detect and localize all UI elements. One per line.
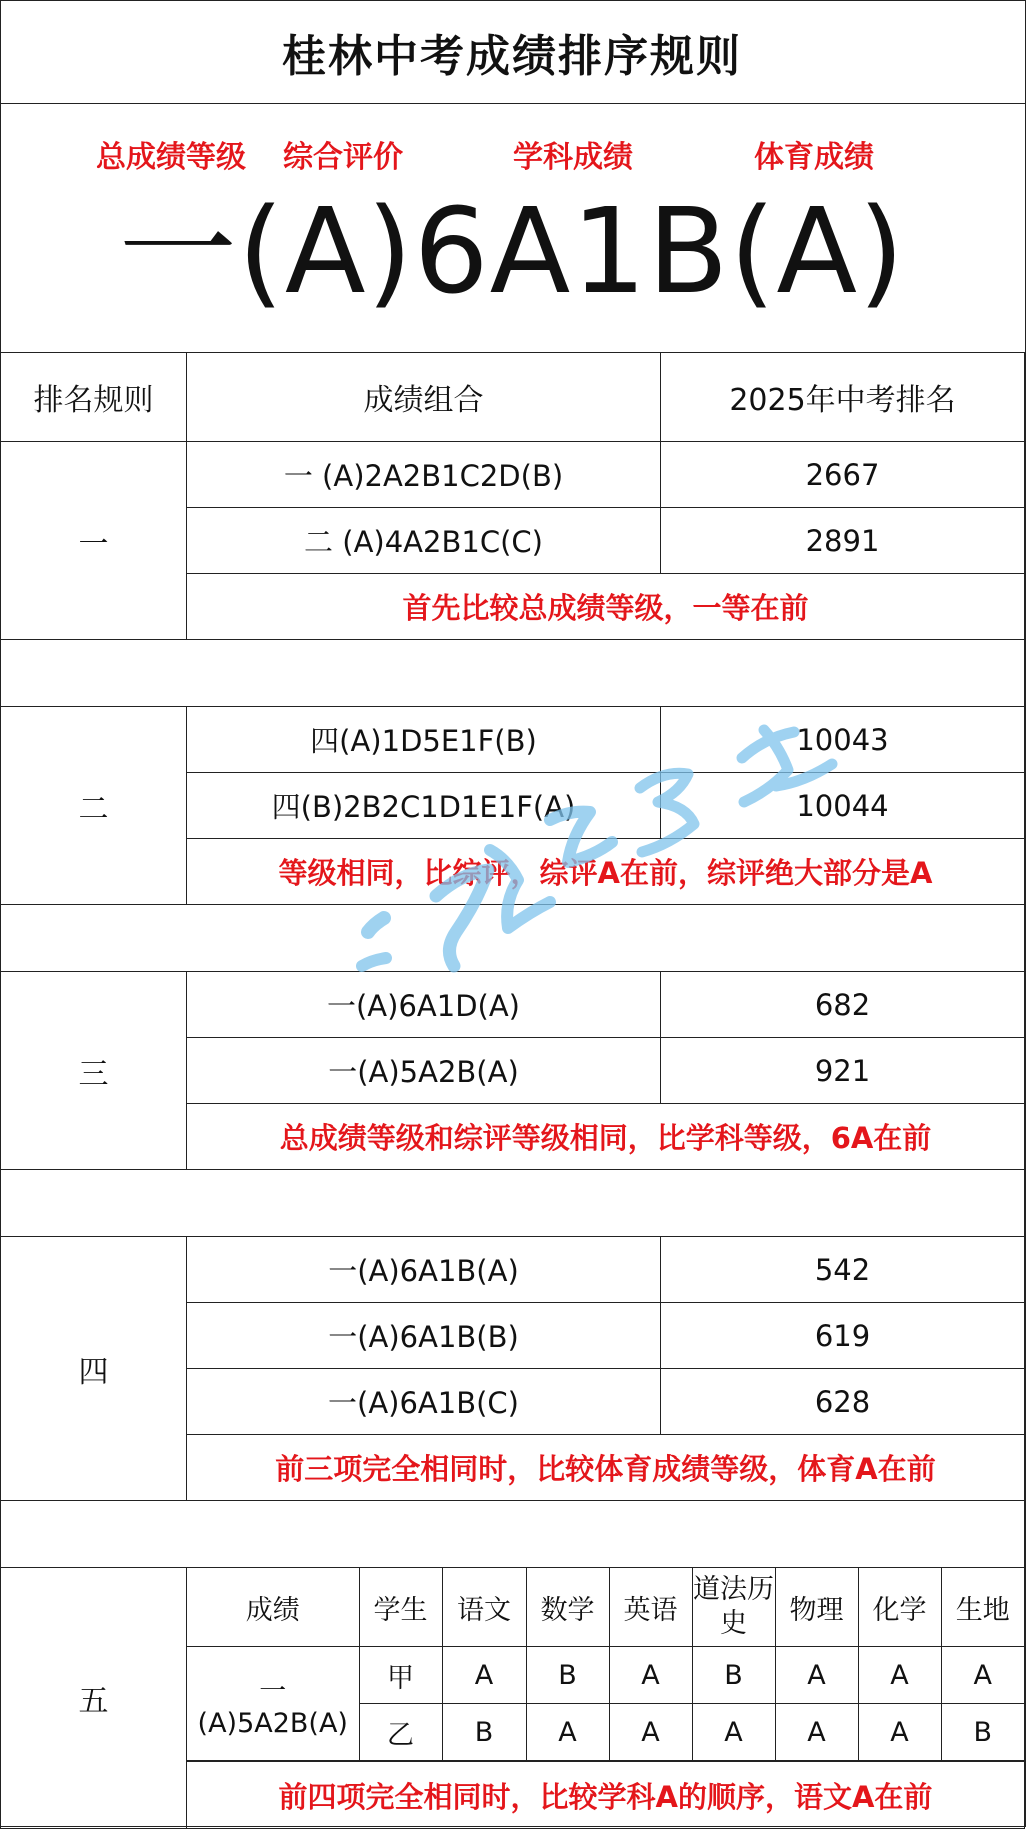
header-combo: 成绩组合 [187,353,661,442]
rule-number: 四 [1,1237,187,1501]
grade-cell: B [526,1647,609,1704]
table-row [1,707,1025,773]
grade-combo: 一(A)5A2B(A) [187,1038,661,1104]
grade-cell: B [442,1704,526,1761]
legend-subjects: 学科成绩 [513,140,633,175]
grade-cell: A [692,1704,775,1761]
grade-combo: 一 (A)2A2B1C2D(B) [187,442,661,508]
grade-cell: A [442,1647,526,1704]
legend-sports: 体育成绩 [754,140,874,175]
spacer-cell [1,640,1025,707]
rule-note: 等级相同，比综评，综评A在前，综评绝大部分是A [187,839,1025,905]
spacer-row [1,1170,1025,1237]
rule-number: 二 [1,707,187,905]
rank-value: 682 [661,972,1025,1038]
grade-cell: B [941,1704,1024,1761]
spacer-cell [1,905,1025,972]
grade-cell: A [858,1647,941,1704]
subject-grade-cell [187,1568,1025,1762]
rule-number: 一 [1,442,187,640]
grade-combo: 一(A)6A1D(A) [187,972,661,1038]
subheader-chinese: 语文 [442,1568,526,1647]
student-name: 甲 [359,1647,442,1704]
example-grade-code: 一(A)6A1B(A) [118,182,906,320]
rank-value: 628 [661,1369,1025,1435]
legend-total-grade: 总成绩等级 [96,140,246,175]
subject-grade-table [187,1568,1024,1761]
student-combo: 一(A)5A2B(A) [187,1647,359,1761]
legend-comprehensive: 综合评价 [283,140,403,175]
grade-cell: A [609,1647,692,1704]
subject-header-row [187,1568,1024,1647]
grade-cell: B [692,1647,775,1704]
rule-note: 总成绩等级和综评等级相同，比学科等级，6A在前 [187,1104,1025,1170]
grade-combo: 一(A)6A1B(A) [187,1237,661,1303]
table-header-row [1,353,1025,442]
rank-value: 921 [661,1038,1025,1104]
student-name: 乙 [359,1704,442,1761]
grade-cell: A [526,1704,609,1761]
grade-cell: A [858,1704,941,1761]
subheader-english: 英语 [609,1568,692,1647]
rank-value: 542 [661,1237,1025,1303]
subheader-ethics-history: 道法历史 [692,1568,775,1647]
table-row [1,972,1025,1038]
rule-number: 三 [1,972,187,1170]
rule-note: 前三项完全相同时，比较体育成绩等级，体育A在前 [187,1435,1025,1501]
rank-value: 10043 [661,707,1025,773]
grade-combo: 二 (A)4A2B1C(C) [187,508,661,574]
ranking-rules-table [0,352,1025,1829]
rule-note: 前四项完全相同时，比较学科A的顺序，语文A在前 [187,1762,1025,1829]
rank-value: 10044 [661,773,1025,839]
title-divider [0,103,1026,104]
grade-cell: A [775,1647,858,1704]
subheader-bio-geo: 生地 [941,1568,1024,1647]
rank-value: 2891 [661,508,1025,574]
subheader-chemistry: 化学 [858,1568,941,1647]
grade-combo: 四(A)1D5E1F(B) [187,707,661,773]
subheader-student: 学生 [359,1568,442,1647]
grade-combo: 一(A)6A1B(B) [187,1303,661,1369]
header-rule: 排名规则 [1,353,187,442]
header-rank: 2025年中考排名 [661,353,1025,442]
rule-number: 五 [1,1568,187,1829]
grade-combo: 一(A)6A1B(C) [187,1369,661,1435]
spacer-cell [1,1501,1025,1568]
table-row [1,442,1025,508]
subheader-physics: 物理 [775,1568,858,1647]
spacer-cell [1,1170,1025,1237]
spacer-row [1,1501,1025,1568]
grade-cell: A [775,1704,858,1761]
rule-note: 首先比较总成绩等级，一等在前 [187,574,1025,640]
spacer-row [1,640,1025,707]
rank-value: 619 [661,1303,1025,1369]
spacer-row [1,905,1025,972]
table-row [1,1568,1025,1762]
subheader-score: 成绩 [187,1568,359,1647]
grade-cell: A [941,1647,1024,1704]
subheader-math: 数学 [526,1568,609,1647]
page-title: 桂林中考成绩排序规则 [282,30,742,82]
rank-value: 2667 [661,442,1025,508]
table-row [1,1237,1025,1303]
grade-cell: A [609,1704,692,1761]
student-row [187,1647,1024,1704]
grade-combo: 四(B)2B2C1D1E1F(A) [187,773,661,839]
